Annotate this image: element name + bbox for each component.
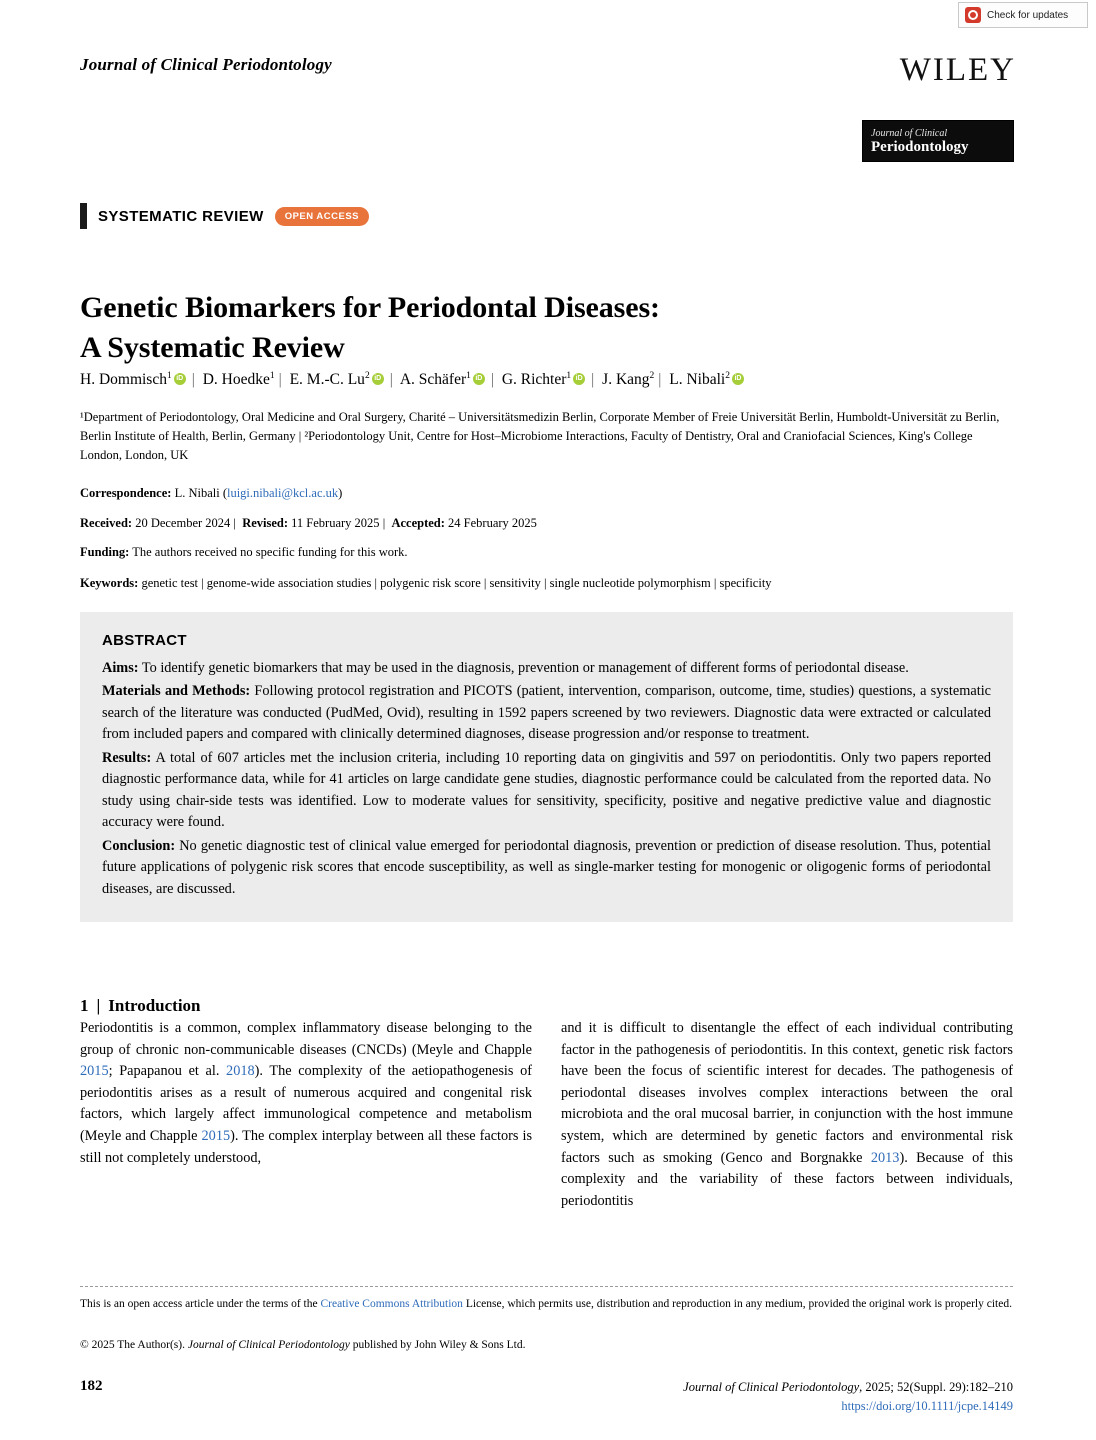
wiley-logo: WILEY xyxy=(899,52,1016,88)
license-pre: This is an open access article under the terms of the xyxy=(80,1298,321,1310)
author-name: D. Hoedke xyxy=(202,371,270,389)
orcid-icon[interactable] xyxy=(174,373,186,385)
author-affil-marker: 1 xyxy=(566,371,572,381)
dates-line: Received: 20 December 2024 | Revised: 11 February 2025 | Accepted: 24 February 2025 xyxy=(80,516,537,530)
abstract-heading: ABSTRACT xyxy=(102,632,187,649)
orcid-icon[interactable] xyxy=(473,373,485,385)
citation-year[interactable]: 2015 xyxy=(80,1063,109,1080)
copyright-pre: © 2025 The Author(s). xyxy=(80,1339,188,1351)
abstract-results xyxy=(102,748,991,834)
intro-left-part3: ). The complexity of the aetiopathogenesis of periodontitis arises as a result of numerous acquired and congenital risk factors, which largely affect immunological competence and metabolism (Meyle and Chapple xyxy=(80,1063,532,1144)
copyright-note xyxy=(80,1337,1013,1353)
author-affil-marker: 1 xyxy=(166,371,172,381)
license-note xyxy=(80,1296,1013,1312)
footer-citation-rest: , 2025; 52(Suppl. 29):182–210 xyxy=(859,1380,1013,1394)
citation-year[interactable]: 2018 xyxy=(226,1063,255,1080)
author-separator: | xyxy=(591,371,595,389)
orcid-icon[interactable] xyxy=(732,373,744,385)
section-title: Introduction xyxy=(108,996,201,1015)
author-affil-marker: 2 xyxy=(364,371,370,381)
author-separator: | xyxy=(389,371,393,389)
footer-divider xyxy=(80,1286,1013,1287)
correspondence-close: ) xyxy=(338,486,343,500)
author-separator: | xyxy=(278,371,282,389)
correspondence-label: Correspondence: xyxy=(80,486,172,500)
crossmark-icon xyxy=(965,7,981,23)
funding-value: The authors received no specific funding for this work. xyxy=(132,545,408,559)
abstract-results-label: Results: xyxy=(102,749,152,766)
accepted-label: Accepted: xyxy=(391,516,445,530)
section-number: 1 xyxy=(80,996,89,1015)
orcid-icon[interactable] xyxy=(372,373,384,385)
page-title xyxy=(80,288,960,368)
received-label: Received: xyxy=(80,516,133,530)
abstract-conclusion-text: No genetic diagnostic test of clinical value emerged for periodontal diagnosis, prevention or prediction of disease resolution. Thus, potential future applications of polygenic risk scores that encode susceptibility, as well as single-marker testing for monogenic or oligogenic forms of periodontal diseases, are discussed. xyxy=(102,837,991,897)
author-separator: | xyxy=(490,371,494,389)
copyright-post: published by John Wiley & Sons Ltd. xyxy=(349,1339,526,1351)
intro-left-part4: ). The complex interplay between all these factors is still not completely understood, xyxy=(80,1127,533,1166)
intro-left-part2: ; Papapanou et al. xyxy=(108,1063,227,1080)
author-list xyxy=(80,365,1010,391)
open-access-badge: OPEN ACCESS xyxy=(275,207,369,226)
keywords-value: genetic test | genome-wide association studies | polygenic risk score | sensitivity | single nucleotide polymorphism | specificity xyxy=(141,576,772,590)
article-type-row xyxy=(80,203,369,229)
keywords-line xyxy=(80,574,1000,592)
article-type-rule xyxy=(80,203,87,229)
abstract-results-text: A total of 607 articles met the inclusion criteria, including 10 reporting data on gingivitis and 597 on periodontitis. Only two papers reported diagnostic performance data, while for 41 articles on large candidate gene studies, diagnostic performance could be calculated from the reported data. No study using chair-side tests was identified. Low to moderate values for sensitivity, specificity, positive and negative predictive value and diagnostic accuracy were found. xyxy=(102,749,991,830)
abstract-box xyxy=(80,612,1013,922)
body-column-left xyxy=(80,1018,532,1169)
author-affil-marker: 1 xyxy=(269,371,275,381)
funding-label: Funding: xyxy=(80,545,130,559)
author-affil-marker: 1 xyxy=(466,371,471,381)
revised-label: Revised: xyxy=(242,516,289,530)
author-affil-marker: 2 xyxy=(725,371,730,381)
journal-cover-thumbnail xyxy=(862,120,1014,162)
doi-link[interactable]: https://doi.org/10.1111/jcpe.14149 xyxy=(841,1399,1013,1413)
title-line-1: Genetic Biomarkers for Periodontal Diseases: xyxy=(80,291,660,325)
intro-right-part1: and it is difficult to disentangle the effect of each individual contributing factor in the pathogenesis of periodontitis. In this context, genetic risk factors have been the focus of scientific interest for decades. The pathogenesis of periodontal diseases involves complex interactions between the oral microbiota and the oral mucosal barrier, in conjunction with the host immune system, which are determined by genetic factors and environmental risk factors such as smoking (Genco and Borgnakke xyxy=(561,1020,1013,1166)
abstract-methods xyxy=(102,681,991,746)
intro-right-part2: ). Because of this complexity and the variability of these factors between individuals, periodontitis xyxy=(561,1149,1013,1209)
body-column-right xyxy=(561,1018,1013,1212)
cover-line-2: Periodontology xyxy=(871,138,969,155)
abstract-methods-label: Materials and Methods: xyxy=(102,683,251,699)
orcid-icon[interactable] xyxy=(573,373,585,385)
cover-line-1: Journal of Clinical xyxy=(871,127,948,139)
journal-name-header: Journal of Clinical Periodontology xyxy=(80,55,332,74)
affiliations: ¹Department of Periodontology, Oral Medicine and Oral Surgery, Charité – Universitätsmedizin Berlin, Corporate Member of Freie Universität Berlin, Humboldt-Universität zu Berlin, Berlin Institute of Health, Berlin, Germany | ²Periodontology Unit, Centre for Host–Microbiome Interactions, Faculty of Dentistry, Oral and Craniofacial Sciences, King's College London, London, UK xyxy=(80,410,1000,462)
abstract-conclusion-label: Conclusion: xyxy=(102,837,176,854)
page-number: 182 xyxy=(80,1378,103,1394)
correspondence-value: L. Nibali ( xyxy=(174,486,227,500)
abstract-aims xyxy=(102,658,991,680)
author-name: G. Richter xyxy=(501,371,567,389)
section-divider: | xyxy=(96,996,101,1015)
citation-year[interactable]: 2015 xyxy=(201,1127,231,1144)
correspondence-line xyxy=(80,484,1000,502)
creative-commons-link[interactable]: Creative Commons Attribution xyxy=(320,1298,463,1310)
license-post: License, which permits use, distribution and reproduction in any medium, provided the original work is properly cited. xyxy=(462,1298,1012,1310)
author-affil-marker: 2 xyxy=(649,371,655,381)
author-separator: | xyxy=(658,371,662,389)
author-name: E. M.-C. Lu xyxy=(289,371,365,389)
citation-year[interactable]: 2013 xyxy=(870,1149,900,1166)
footer-citation-journal: Journal of Clinical Periodontology xyxy=(683,1380,860,1394)
accepted-value: 24 February 2025 xyxy=(448,516,537,530)
intro-paragraph-right xyxy=(561,1018,1013,1212)
author-separator: | xyxy=(191,371,195,389)
abstract-conclusion xyxy=(102,836,991,901)
copyright-journal: Journal of Clinical Periodontology xyxy=(187,1339,350,1351)
abstract-methods-text: Following protocol registration and PICOTS (patient, intervention, comparison, outcome, time, studies) questions, a systematic search of the literature was conducted (PudMed, Ovid), resulting in 1592 papers screened by two reviewers. Diagnostic data were extracted or calculated from included papers and compared with clinically determined diagnoses, disease progression and/or response to treatment. xyxy=(102,683,992,742)
author-name: L. Nibali xyxy=(669,371,726,389)
keywords-label: Keywords: xyxy=(80,576,139,590)
author-name: A. Schäfer xyxy=(399,371,467,389)
check-for-updates-label: Check for updates xyxy=(987,9,1069,21)
author-name: H. Dommisch xyxy=(80,371,167,389)
received-value: 20 December 2024 xyxy=(135,516,231,530)
title-line-2: A Systematic Review xyxy=(80,331,345,365)
section-heading xyxy=(80,996,201,1016)
abstract-aims-label: Aims: xyxy=(102,659,139,676)
revised-value: 11 February 2025 xyxy=(291,516,380,530)
intro-left-part1: Periodontitis is a common, complex inflammatory disease belonging to the group of chronic non-communicable diseases (CNCDs) (Meyle and Chapple xyxy=(80,1020,532,1058)
footer-citation xyxy=(683,1378,1013,1416)
intro-paragraph-left xyxy=(80,1018,532,1169)
funding-line xyxy=(80,543,1000,561)
abstract-aims-text: To identify genetic biomarkers that may be used in the diagnosis, prevention or management of different forms of periodontal disease. xyxy=(141,659,909,676)
article-type-label: SYSTEMATIC REVIEW xyxy=(98,207,264,225)
author-name: J. Kang xyxy=(602,371,650,389)
check-for-updates-badge[interactable] xyxy=(958,2,1088,28)
correspondence-email-link[interactable]: luigi.nibali@kcl.ac.uk xyxy=(226,486,339,500)
